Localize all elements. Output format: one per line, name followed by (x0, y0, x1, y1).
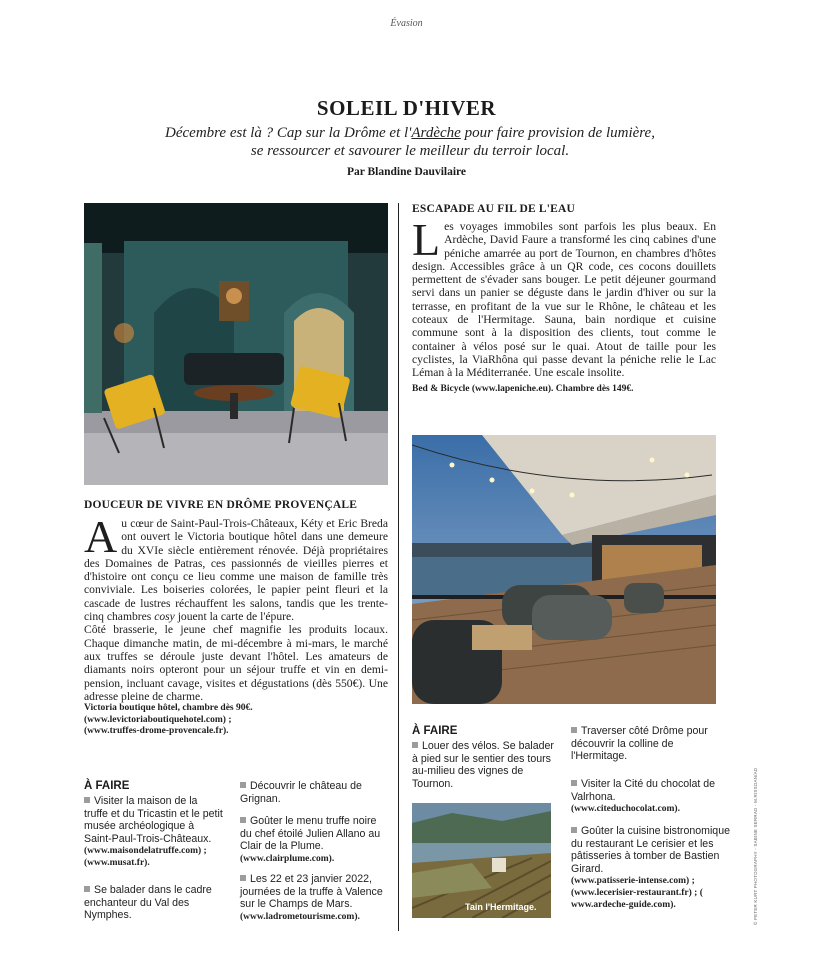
item-text: Goûter la cuisine bistronomique du restaurant Le cerisier et les pâtisseries à tomber de Bastien Girard. (571, 825, 730, 875)
right-article-body (412, 214, 716, 395)
dropcap: L (412, 214, 441, 265)
list-item (571, 825, 731, 911)
afaire-heading: À FAIRE (412, 725, 458, 737)
photo-credit (745, 725, 758, 925)
section-heading: DOUCEUR DE VIVRE EN DRÔME PROVENÇALE (84, 499, 358, 511)
item-website[interactable]: (www.ladrometourisme.com). (240, 911, 360, 922)
list-item (240, 780, 388, 805)
bullet-icon (240, 782, 246, 788)
bullet-icon (571, 727, 577, 733)
item-text: Se balader dans le cadre enchanteur du Val des Nymphes. (84, 884, 212, 922)
bullet-icon (84, 797, 90, 803)
item-text: Louer des vélos. Se balader à pied sur le sentier des tours au-milieu des vignes de Tournon. (412, 740, 554, 790)
list-item (240, 815, 388, 865)
item-website[interactable]: (www.maisondelatruffe.com) ; (www.musat.fr). (84, 846, 207, 869)
column-divider (398, 203, 399, 931)
emphasis: cosy (154, 610, 175, 624)
section-rubric: Évasion (390, 18, 423, 29)
paragraph: es voyages immobiles sont parfois les plus beaux. En Ardèche, David Faure a transformé les cinq cabines d'une péniche amarrée au port de Tournon, en chambres d'hôtes design. Accessibles grâce à un QR code, ces cocons douillets permettent de s'évader sans bouger. Le petit déjeuner gourmand servi dans un panier se déguste dans le jardin d'hiver ou sur la terrasse, en profitant de la vue sur le Rhône, le château et les coteaux de l'Hermitage. Sauna, bain nordique et cuisine commune sont à la disposition des clients, tout comme le container à vélos posé sur le quai. Atout de taille pour les cyclistes, la ViaRhôna qui passe devant la péniche relie le Lac Léman à la Méditerranée. Une escale insolite. (412, 220, 716, 380)
photo-credit-text: © PETER KURT PHOTOGRAPHY - SABINE SERRAD - M.RISSOAN/AD (753, 767, 758, 925)
bullet-icon (240, 817, 246, 823)
standfirst-text: se ressourcer et savourer le meilleur du terroir local. (250, 143, 570, 159)
paragraph: u cœur de Saint-Paul-Trois-Châteaux, Kéty et Eric Breda ont ouvert le Victoria boutique hôtel dans une demeure du XVIe siècle entièrement rénovée. Déjà propriétaires des Domaines de Patras, ces passionnés de vieilles pierres et d'histoire ont conçu ce lieu comme une maison de famille très conviviale. Les boiseries colorées, le papier peint fleuri et la cascade de lustres réchauffent les salons, tandis que les trente-cinq chambres (84, 517, 388, 624)
bullet-icon (571, 780, 577, 786)
dropcap: A (84, 511, 118, 562)
item-website[interactable]: (www.citeduchocolat.com). (571, 804, 680, 815)
afaire-heading: À FAIRE (84, 780, 130, 792)
standfirst-text: pour faire provision de lumière, (460, 125, 655, 141)
list-item (412, 740, 558, 790)
item-text: Visiter la Cité du chocolat de Valrhona. (571, 778, 716, 803)
hotel-website[interactable]: (www.levictoriaboutiquehotel.com) ; (84, 714, 232, 725)
bullet-icon (84, 886, 90, 892)
list-item (84, 795, 224, 869)
item-website[interactable]: (www.clairplume.com). (240, 853, 335, 864)
truffle-website[interactable]: (www.truffes-drome-provencale.fr). (84, 726, 229, 737)
list-item (240, 873, 388, 923)
hotel-lounge-photo (84, 203, 388, 485)
standfirst-link[interactable]: Ardèche (411, 125, 461, 141)
list-item (571, 778, 721, 815)
tain-hermitage-photo (412, 803, 551, 918)
left-article-body (84, 511, 388, 738)
list-item (571, 725, 721, 763)
list-item (84, 884, 224, 922)
boat-info[interactable]: Bed & Bicycle (www.lapeniche.eu). Chambre dès 149€. (412, 383, 634, 394)
item-text: Traverser côté Drôme pour découvrir la colline de l'Hermitage. (571, 725, 708, 763)
paragraph: jouent la carte de l'épure. (177, 610, 295, 624)
byline: Par Blandine Dauvilaire (346, 166, 467, 178)
item-website[interactable]: (www.patisserie-intense.com) ; (www.lecerisier-restaurant.fr) ; ( www.ardeche-guide.com). (571, 876, 703, 911)
item-text: Découvrir le château de Grignan. (240, 780, 362, 805)
standfirst (110, 124, 710, 160)
paragraph: Côté brasserie, le jeune chef magnifie les produits locaux. Chaque dimanche matin, de mi-décembre à mi-mars, le marché aux truffes se déroule juste devant l'hôtel. Les amateurs de diamants noirs opteront pour un séjour truffe et vin en demi-pension, incluant cavage, visites et dégustations (dès 550€). Une adresse pleine de charme. (84, 623, 388, 703)
section-heading: ESCAPADE AU FIL DE L'EAU (412, 203, 576, 215)
hotel-info: Victoria boutique hôtel, chambre dès 90€. (84, 703, 253, 714)
photo-caption: Tain l'Hermitage. (465, 902, 537, 912)
article-title: SOLEIL D'HIVER (316, 96, 497, 120)
bullet-icon (240, 875, 246, 881)
boat-terrace-photo (412, 435, 716, 704)
bullet-icon (571, 827, 577, 833)
item-text: Goûter le menu truffe noire du chef étoilé Julien Allano au Clair de la Plume. (240, 815, 381, 853)
item-text: Les 22 et 23 janvier 2022, journées de la truffe à Valence sur le Champs de Mars. (240, 873, 383, 911)
standfirst-text: Décembre est là ? Cap sur la Drôme et l' (165, 125, 412, 141)
item-text: Visiter la maison de la truffe et du Tricastin et le petit musée archéologique à Saint-Paul-Trois-Châteaux. (84, 795, 223, 845)
bullet-icon (412, 742, 418, 748)
